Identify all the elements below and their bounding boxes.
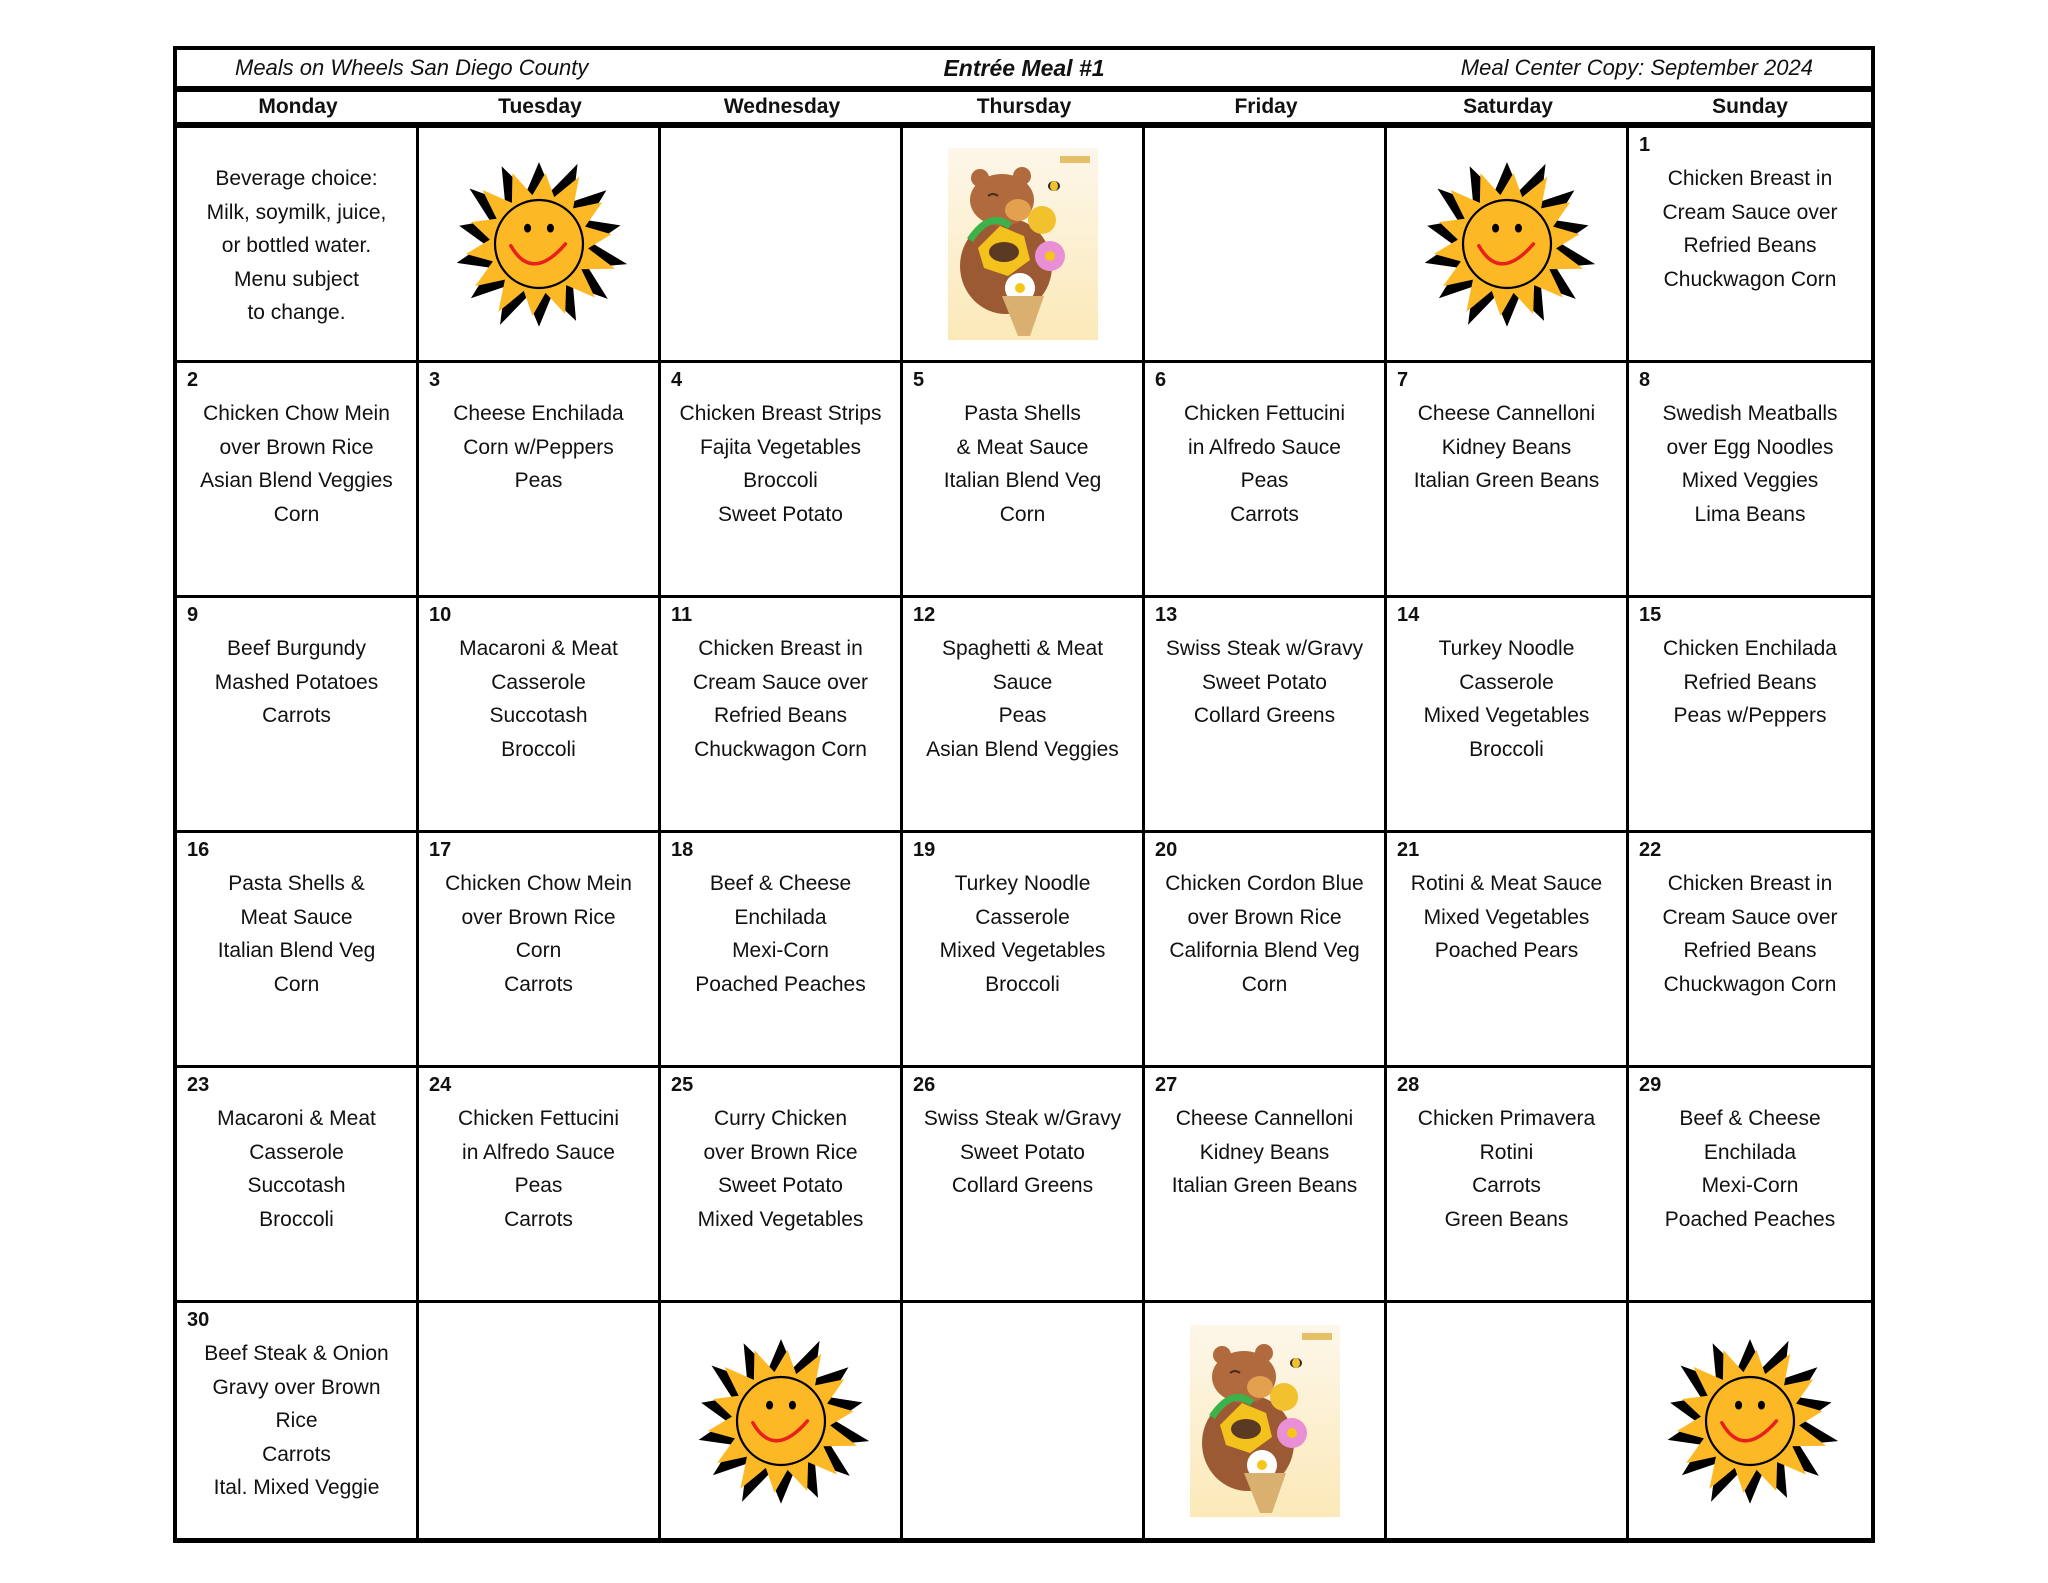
- calendar-day-18: [661, 833, 903, 1068]
- meal-item: Meat Sauce: [240, 905, 353, 929]
- meal-item: Beef & Cheese: [1679, 1107, 1821, 1130]
- day-number: 10: [429, 604, 452, 626]
- page-title: Entrée Meal #1: [943, 55, 1105, 81]
- calendar-day-26: [903, 1068, 1145, 1303]
- meal-items: [1387, 1102, 1626, 1236]
- beverage-note: [177, 128, 419, 363]
- meal-item: Chicken Chow Mein: [445, 872, 632, 895]
- meal-item: Italian Blend Veg: [943, 469, 1102, 492]
- meal-item: Mixed Vegetables: [939, 939, 1106, 962]
- meal-item: Cream Sauce over: [1662, 200, 1838, 224]
- day-number: 13: [1155, 604, 1178, 626]
- meal-item: Chicken Breast in: [1667, 872, 1833, 895]
- meal-item: Cheese Cannelloni: [1175, 1107, 1354, 1130]
- day-number: 25: [671, 1074, 694, 1096]
- meal-items: [661, 867, 900, 1001]
- meal-item: Peas w/Peppers: [1673, 704, 1827, 727]
- meal-item: Italian Green Beans: [1413, 469, 1600, 492]
- weekday-wednesday: Wednesday: [723, 95, 841, 118]
- meal-item: Mixed Veggies: [1681, 469, 1819, 492]
- day-number: 6: [1155, 369, 1167, 391]
- copy-label: Meal Center Copy: September 2024: [1460, 55, 1813, 80]
- sun-icon: [451, 156, 627, 332]
- meal-item: Enchilada: [734, 905, 827, 929]
- meal-items: [177, 1337, 416, 1505]
- day-number: 26: [913, 1074, 936, 1096]
- meal-item: Curry Chicken: [713, 1107, 848, 1130]
- meal-item: Asian Blend Veggies: [926, 737, 1119, 761]
- meal-items: [177, 1102, 416, 1236]
- meal-items: [177, 867, 416, 1001]
- meal-item: in Alfredo Sauce: [462, 1140, 615, 1164]
- meal-item: Carrots: [262, 1442, 331, 1466]
- calendar-day-14: [1387, 598, 1629, 833]
- image-container: [661, 1303, 900, 1538]
- meal-items: [419, 867, 658, 1001]
- calendar-day-1: [1629, 128, 1871, 363]
- meal-item: Gravy over Brown: [212, 1375, 381, 1399]
- note-line: Menu subject: [234, 267, 359, 291]
- meal-item: Sweet Potato: [960, 1140, 1085, 1164]
- meal-items: [661, 397, 900, 531]
- meal-items: [661, 1102, 900, 1236]
- meal-item: Corn: [515, 939, 562, 962]
- calendar-day-10: [419, 598, 661, 833]
- day-number: 22: [1639, 839, 1662, 861]
- meal-item: Lima Beans: [1694, 502, 1806, 526]
- day-number: 16: [187, 839, 210, 861]
- meal-item: Mexi-Corn: [1701, 1174, 1799, 1197]
- meal-item: Refried Beans: [1683, 939, 1817, 962]
- calendar-day-30: [177, 1303, 419, 1538]
- day-number: 14: [1397, 604, 1420, 626]
- meal-item: Sweet Potato: [1202, 670, 1327, 694]
- meal-item: Broccoli: [1469, 737, 1544, 761]
- day-number: 7: [1397, 369, 1409, 391]
- meal-item: Cheese Enchilada: [453, 402, 624, 425]
- sun-icon: [1662, 1333, 1838, 1509]
- menu-calendar: [173, 46, 1875, 1543]
- weekday-saturday: Saturday: [1463, 95, 1553, 118]
- decorative-image-cell: [1629, 1303, 1871, 1538]
- meal-item: Ital. Mixed Veggie: [213, 1476, 380, 1499]
- empty-cell: [903, 1303, 1145, 1538]
- meal-item: Chicken Fettucini: [457, 1107, 620, 1130]
- meal-items: [177, 632, 416, 733]
- meal-item: in Alfredo Sauce: [1188, 435, 1341, 459]
- meal-item: Peas: [514, 469, 563, 492]
- day-number: 4: [671, 369, 683, 391]
- meal-item: Peas: [514, 1174, 563, 1197]
- meal-item: Beef Burgundy: [227, 637, 366, 660]
- meal-item: Chicken Cordon Blue: [1165, 872, 1364, 895]
- note-text: [177, 162, 416, 330]
- image-container: [1387, 128, 1626, 360]
- meal-item: Pasta Shells: [964, 402, 1081, 425]
- note-line: Milk, soymilk, juice,: [206, 200, 387, 224]
- decorative-image-cell: [1387, 128, 1629, 363]
- meal-item: Chicken Enchilada: [1663, 637, 1837, 660]
- calendar-day-3: [419, 363, 661, 598]
- calendar-day-29: [1629, 1068, 1871, 1303]
- meal-item: Poached Peaches: [695, 972, 866, 996]
- meal-item: Kidney Beans: [1199, 1140, 1330, 1164]
- meal-item: Cheese Cannelloni: [1417, 402, 1596, 425]
- meal-item: Rice: [275, 1409, 318, 1432]
- meal-item: Pasta Shells &: [228, 872, 365, 895]
- meal-item: Sweet Potato: [718, 1174, 843, 1197]
- meal-item: Swedish Meatballs: [1662, 402, 1838, 425]
- calendar-day-19: [903, 833, 1145, 1068]
- calendar-day-27: [1145, 1068, 1387, 1303]
- meal-item: Corn: [999, 502, 1046, 526]
- meal-items: [1145, 867, 1384, 1001]
- day-number: 30: [187, 1309, 210, 1331]
- calendar-day-12: [903, 598, 1145, 833]
- decorative-image-cell: [419, 128, 661, 363]
- day-number: 3: [429, 369, 441, 391]
- empty-cell: [661, 128, 903, 363]
- meal-item: Chicken Primavera: [1417, 1107, 1596, 1130]
- meal-items: [1145, 632, 1384, 733]
- meal-item: Turkey Noodle: [954, 872, 1091, 895]
- title-row: [173, 46, 1875, 86]
- day-number: 23: [187, 1074, 210, 1096]
- meal-items: [419, 632, 658, 766]
- day-number: 27: [1155, 1074, 1178, 1096]
- meal-item: Enchilada: [1703, 1140, 1797, 1164]
- meal-item: Carrots: [1472, 1174, 1541, 1197]
- meal-item: Rotini & Meat Sauce: [1410, 872, 1603, 895]
- meal-item: Beef & Cheese: [709, 872, 852, 895]
- meal-item: Succotash: [489, 704, 588, 727]
- day-number: 9: [187, 604, 199, 626]
- meal-item: Spaghetti & Meat: [941, 637, 1104, 660]
- meal-items: [1629, 1102, 1871, 1236]
- day-number: 17: [429, 839, 452, 861]
- image-container: [1629, 1303, 1871, 1538]
- meal-item: Cream Sauce over: [692, 670, 869, 694]
- meal-item: Chicken Fettucini: [1183, 402, 1346, 425]
- meal-item: Chicken Breast in: [1667, 167, 1833, 190]
- day-number: 2: [187, 369, 199, 391]
- note-line: or bottled water.: [221, 234, 372, 257]
- empty-cell: [419, 1303, 661, 1538]
- calendar-day-22: [1629, 833, 1871, 1068]
- meal-item: Corn: [273, 972, 320, 996]
- sun-icon: [693, 1333, 869, 1509]
- meal-item: Broccoli: [985, 972, 1060, 996]
- meal-item: Turkey Noodle: [1438, 637, 1575, 660]
- meal-item: Sweet Potato: [718, 502, 843, 526]
- calendar-day-20: [1145, 833, 1387, 1068]
- meal-items: [903, 632, 1142, 766]
- decorative-image-cell: [1145, 1303, 1387, 1538]
- calendar-day-15: [1629, 598, 1871, 833]
- organization-name: Meals on Wheels San Diego County: [235, 55, 589, 80]
- meal-items: [1629, 397, 1871, 531]
- day-number: 8: [1639, 369, 1651, 391]
- meal-items: [661, 632, 900, 766]
- meal-item: Chicken Chow Mein: [203, 402, 390, 425]
- calendar-day-7: [1387, 363, 1629, 598]
- meal-item: Macaroni & Meat: [459, 637, 618, 660]
- meal-item: Carrots: [262, 704, 331, 727]
- meal-item: Cream Sauce over: [1662, 905, 1838, 929]
- meal-item: Rotini: [1479, 1140, 1534, 1164]
- calendar-day-17: [419, 833, 661, 1068]
- day-number: 12: [913, 604, 936, 626]
- weekday-header: [173, 86, 1875, 128]
- meal-items: [1629, 632, 1871, 733]
- day-number: 5: [913, 369, 925, 391]
- meal-item: Sauce: [992, 670, 1053, 694]
- meal-items: [1387, 632, 1626, 766]
- calendar-day-9: [177, 598, 419, 833]
- calendar-day-24: [419, 1068, 661, 1303]
- meal-items: [903, 1102, 1142, 1203]
- meal-items: [177, 397, 416, 531]
- decorative-image-cell: [661, 1303, 903, 1538]
- calendar-day-4: [661, 363, 903, 598]
- meal-item: Mixed Vegetables: [1423, 905, 1590, 929]
- bear-bouquet-icon: [948, 148, 1098, 340]
- meal-item: Refried Beans: [1683, 234, 1817, 257]
- meal-items: [1387, 397, 1626, 498]
- day-number: 15: [1639, 604, 1662, 626]
- note-line: to change.: [247, 301, 346, 324]
- meal-item: Peas: [1240, 469, 1289, 492]
- calendar-day-8: [1629, 363, 1871, 598]
- day-number: 29: [1639, 1074, 1662, 1096]
- weekday-sunday: Sunday: [1712, 95, 1788, 118]
- weekday-monday: Monday: [258, 95, 338, 118]
- meal-items: [419, 1102, 658, 1236]
- meal-item: Swiss Steak w/Gravy: [923, 1107, 1122, 1130]
- meal-item: Casserole: [1459, 670, 1554, 694]
- empty-cell: [1387, 1303, 1629, 1538]
- meal-item: Refried Beans: [713, 704, 848, 727]
- image-container: [1145, 1303, 1384, 1538]
- calendar-day-2: [177, 363, 419, 598]
- meal-item: Swiss Steak w/Gravy: [1165, 637, 1364, 660]
- bear-bouquet-icon: [1190, 1325, 1340, 1517]
- note-line: Beverage choice:: [215, 167, 378, 190]
- meal-items: [903, 867, 1142, 1001]
- image-container: [903, 128, 1142, 360]
- empty-cell: [1145, 128, 1387, 363]
- meal-items: [1629, 162, 1871, 296]
- weekday-thursday: Thursday: [976, 95, 1072, 118]
- meal-item: Green Beans: [1444, 1207, 1569, 1231]
- meal-item: Beef Steak & Onion: [204, 1342, 389, 1365]
- meal-items: [1629, 867, 1871, 1001]
- day-number: 11: [671, 604, 693, 626]
- meal-item: Collard Greens: [1193, 704, 1336, 727]
- meal-item: Peas: [998, 704, 1047, 727]
- meal-item: Italian Green Beans: [1171, 1174, 1358, 1197]
- meal-item: over Egg Noodles: [1666, 435, 1834, 459]
- day-number: 1: [1639, 134, 1651, 156]
- meal-item: Carrots: [1230, 502, 1299, 526]
- weekday-friday: Friday: [1234, 95, 1298, 118]
- calendar-day-16: [177, 833, 419, 1068]
- day-number: 18: [671, 839, 694, 861]
- meal-item: Italian Blend Veg: [217, 939, 376, 962]
- day-number: 20: [1155, 839, 1178, 861]
- meal-item: Chuckwagon Corn: [1663, 267, 1837, 291]
- day-number: 28: [1397, 1074, 1420, 1096]
- day-number: 21: [1397, 839, 1420, 861]
- meal-item: Corn: [273, 502, 320, 526]
- meal-item: over Brown Rice: [219, 435, 374, 459]
- calendar-day-13: [1145, 598, 1387, 833]
- meal-item: Corn w/Peppers: [463, 435, 614, 459]
- meal-item: Mixed Vegetables: [697, 1207, 864, 1231]
- calendar-day-5: [903, 363, 1145, 598]
- decorative-image-cell: [903, 128, 1145, 363]
- meal-items: [1145, 1102, 1384, 1203]
- meal-items: [1145, 397, 1384, 531]
- calendar-day-25: [661, 1068, 903, 1303]
- meal-item: over Brown Rice: [703, 1140, 858, 1164]
- meal-item: over Brown Rice: [461, 905, 616, 929]
- meal-item: Mashed Potatoes: [214, 670, 379, 694]
- meal-item: Refried Beans: [1683, 670, 1817, 694]
- day-number: 19: [913, 839, 936, 861]
- meal-item: Asian Blend Veggies: [200, 469, 393, 492]
- meal-item: Chuckwagon Corn: [1663, 972, 1837, 996]
- meal-item: Casserole: [249, 1140, 344, 1164]
- meal-item: Casserole: [491, 670, 586, 694]
- meal-items: [419, 397, 658, 498]
- meal-item: Poached Peaches: [1664, 1207, 1836, 1231]
- meal-item: Collard Greens: [951, 1174, 1094, 1197]
- weekday-tuesday: Tuesday: [498, 95, 582, 118]
- image-container: [419, 128, 658, 360]
- meal-item: Macaroni & Meat: [217, 1107, 376, 1130]
- meal-item: Carrots: [504, 972, 573, 996]
- meal-item: Broccoli: [259, 1207, 334, 1231]
- meal-item: over Brown Rice: [1187, 905, 1342, 929]
- meal-item: Chicken Breast in: [698, 637, 863, 660]
- calendar-day-21: [1387, 833, 1629, 1068]
- meal-item: Carrots: [504, 1207, 573, 1231]
- meal-item: Casserole: [975, 905, 1070, 929]
- meal-item: Chicken Breast Strips: [679, 402, 882, 425]
- meal-item: Chuckwagon Corn: [694, 737, 867, 761]
- calendar-day-11: [661, 598, 903, 833]
- meal-item: Kidney Beans: [1441, 435, 1572, 459]
- meal-item: Broccoli: [743, 469, 818, 492]
- calendar-grid: [173, 128, 1875, 1543]
- meal-item: Broccoli: [501, 737, 576, 761]
- meal-item: Poached Pears: [1434, 939, 1579, 962]
- meal-item: Mexi-Corn: [732, 939, 829, 962]
- day-number: 24: [429, 1074, 452, 1096]
- sun-icon: [1419, 156, 1595, 332]
- meal-item: Fajita Vegetables: [699, 435, 862, 459]
- meal-item: Succotash: [247, 1174, 346, 1197]
- meal-items: [1387, 867, 1626, 968]
- calendar-day-6: [1145, 363, 1387, 598]
- meal-item: Mixed Vegetables: [1423, 704, 1590, 727]
- meal-item: Corn: [1241, 972, 1288, 996]
- meal-items: [903, 397, 1142, 531]
- calendar-day-23: [177, 1068, 419, 1303]
- meal-item: & Meat Sauce: [956, 435, 1089, 459]
- calendar-day-28: [1387, 1068, 1629, 1303]
- meal-item: California Blend Veg: [1169, 939, 1360, 962]
